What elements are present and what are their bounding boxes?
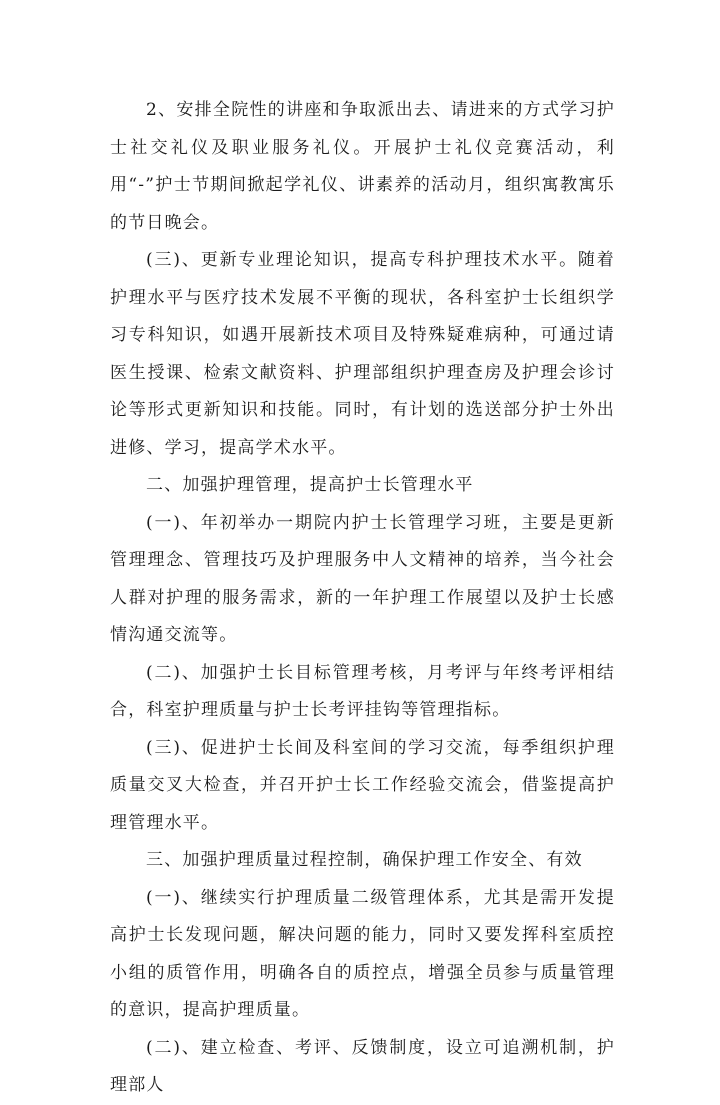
document-body [110, 92, 615, 1105]
paragraph-head-nurse-training: (一)、年初举办一期院内护士长管理学习班，主要是更新管理理念、管理技巧及护理服务中人文精神的培养，当今社会人群对护理的服务需求，新的一年护理工作展望以及护士长感情沟通交流等。 [110, 512, 615, 645]
section-heading-quality-control: 三、加强护理质量过程控制，确保护理工作安全、有效 [146, 850, 583, 870]
paragraph-etiquette-training: 2、安排全院性的讲座和争取派出去、请进来的方式学习护士社交礼仪及职业服务礼仪。开展护士礼仪竞赛活动，利用“-”护士节期间掀起学礼仪、讲素养的活动月，组织寓教寓乐的节日晚会。 [110, 100, 615, 233]
paragraph-two-level-system: (一)、继续实行护理质量二级管理体系，尤其是需开发提高护士长发现问题，解决问题的能力，同时又要发挥科室质控小组的质管作用，明确各自的质控点，增强全员参与质量管理的意识，提高护理质量。 [110, 887, 615, 1020]
paragraph-exchange: (三)、促进护士长间及科室间的学习交流，每季组织护理质量交叉大检查，并召开护士长工作经验交流会，借鉴提高护理管理水平。 [110, 737, 615, 833]
paragraph-update-knowledge: (三)、更新专业理论知识，提高专科护理技术水平。随着护理水平与医疗技术发展不平衡的现状，各科室护士长组织学习专科知识，如遇开展新技术项目及特殊疑难病种，可通过请医生授课、检索文献资料、护理部组织护理查房及护理会诊讨论等形式更新知识和技能。同时，有计划的选送部分护士外出进修、学习，提高学术水平。 [110, 250, 615, 458]
section-heading-management: 二、加强护理管理，提高护士长管理水平 [146, 475, 474, 495]
paragraph-feedback-system: (二)、建立检查、考评、反馈制度，设立可追溯机制，护理部人 [110, 1037, 615, 1095]
paragraph-target-assessment: (二)、加强护士长目标管理考核，月考评与年终考评相结合，科室护理质量与护士长考评挂钩等管理指标。 [110, 662, 615, 720]
